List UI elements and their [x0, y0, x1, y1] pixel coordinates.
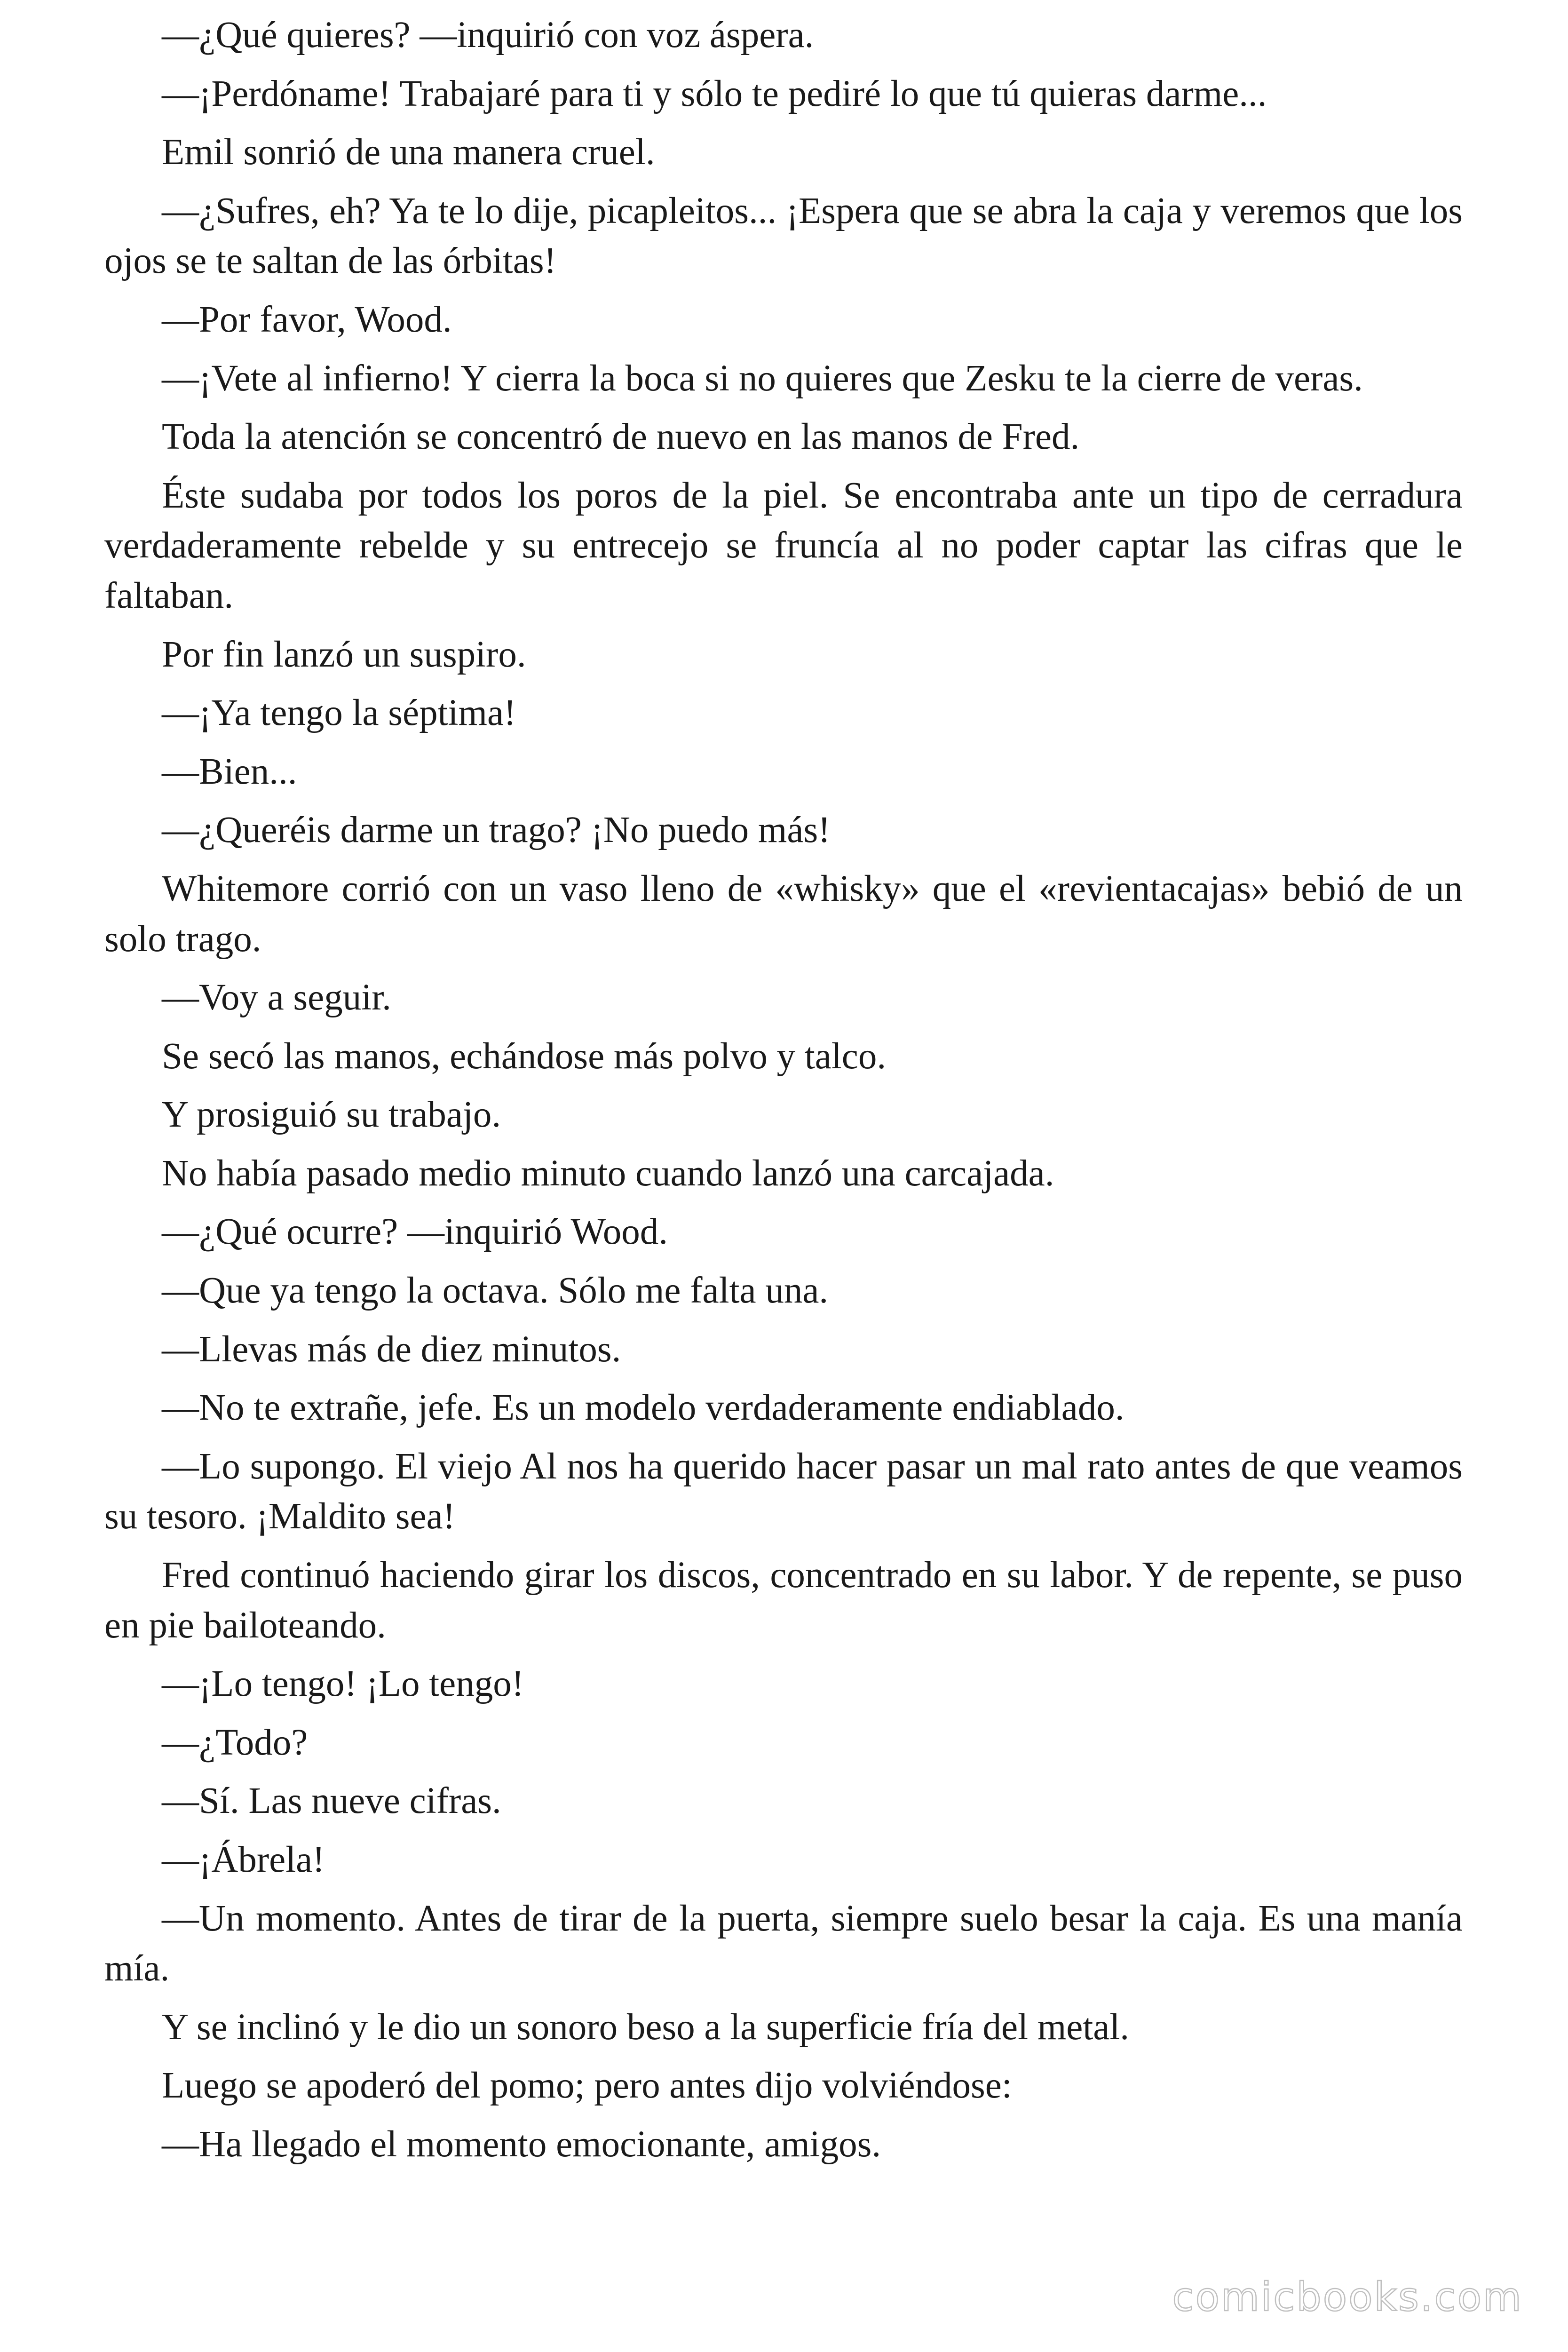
paragraph: —¡Ábrela! [162, 1839, 325, 1880]
paragraph: —Un momento. Antes de tirar de la puerta, siempre suelo besar la caja. Es una manía mía. [104, 1898, 1463, 1989]
paragraph: —Sí. Las nueve cifras. [162, 1780, 501, 1822]
paragraph: Y prosiguió su trabajo. [162, 1094, 501, 1136]
paragraph: Luego se apoderó del pomo; pero antes dijo volviéndose: [162, 2065, 1012, 2106]
paragraph: —Bien... [162, 751, 297, 792]
paragraph: —Llevas más de diez minutos. [162, 1328, 621, 1370]
paragraph: —Que ya tengo la octava. Sólo me falta una. [162, 1270, 829, 1311]
paragraph: Whitemore corrió con un vaso lleno de «whisky» que el «revientacajas» bebió de un solo trago. [104, 868, 1463, 960]
paragraph: Éste sudaba por todos los poros de la piel. Se encontraba ante un tipo de cerradura verdaderamente rebelde y su entrecejo se fruncía al no poder captar las cifras que le faltaban. [104, 475, 1463, 616]
paragraph: —¡Ya tengo la séptima! [162, 692, 516, 734]
paragraph: Y se inclinó y le dio un sonoro beso a la superficie fría del metal. [162, 2006, 1130, 2048]
paragraph: Se secó las manos, echándose más polvo y talco. [162, 1035, 887, 1077]
paragraph: —¡Lo tengo! ¡Lo tengo! [162, 1663, 524, 1705]
paragraph: —¿Qué quieres? —inquirió con voz áspera. [162, 15, 814, 56]
paragraph: Toda la atención se concentró de nuevo en las manos de Fred. [162, 416, 1080, 458]
paragraph: —Lo supongo. El viejo Al nos ha querido hacer pasar un mal rato antes de que veamos su tesoro. ¡Maldito sea! [104, 1446, 1463, 1537]
paragraph: Por fin lanzó un suspiro. [162, 634, 526, 675]
paragraph: No había pasado medio minuto cuando lanzó una carcajada. [162, 1152, 1054, 1194]
watermark: comicbooks.com [1172, 2274, 1523, 2320]
paragraph: —Voy a seguir. [162, 977, 391, 1018]
paragraph: —¡Vete al infierno! Y cierra la boca si no quieres que Zesku te la cierre de veras. [162, 358, 1363, 399]
paragraph: —Por favor, Wood. [162, 299, 452, 340]
paragraph: —¿Todo? [162, 1722, 308, 1763]
paragraph: —¿Qué ocurre? —inquirió Wood. [162, 1211, 668, 1253]
paragraph: —¿Queréis darme un trago? ¡No puedo más! [162, 810, 831, 851]
paragraph: Fred continuó haciendo girar los discos, concentrado en su labor. Y de repente, se puso en pie bailoteando. [104, 1555, 1463, 1646]
paragraph: —¡Perdóname! Trabajaré para ti y sólo te pediré lo que tú quieras darme... [162, 73, 1267, 114]
paragraph: —¿Sufres, eh? Ya te lo dije, picapleitos... ¡Espera que se abra la caja y veremos que los ojos se te saltan de las órbitas! [104, 190, 1463, 282]
paragraph: —Ha llegado el momento emocionante, amigos. [162, 2123, 881, 2165]
document-page [104, 10, 1463, 2178]
paragraph: —No te extrañe, jefe. Es un modelo verdaderamente endiablado. [162, 1387, 1125, 1429]
paragraph: Emil sonrió de una manera cruel. [162, 132, 655, 173]
